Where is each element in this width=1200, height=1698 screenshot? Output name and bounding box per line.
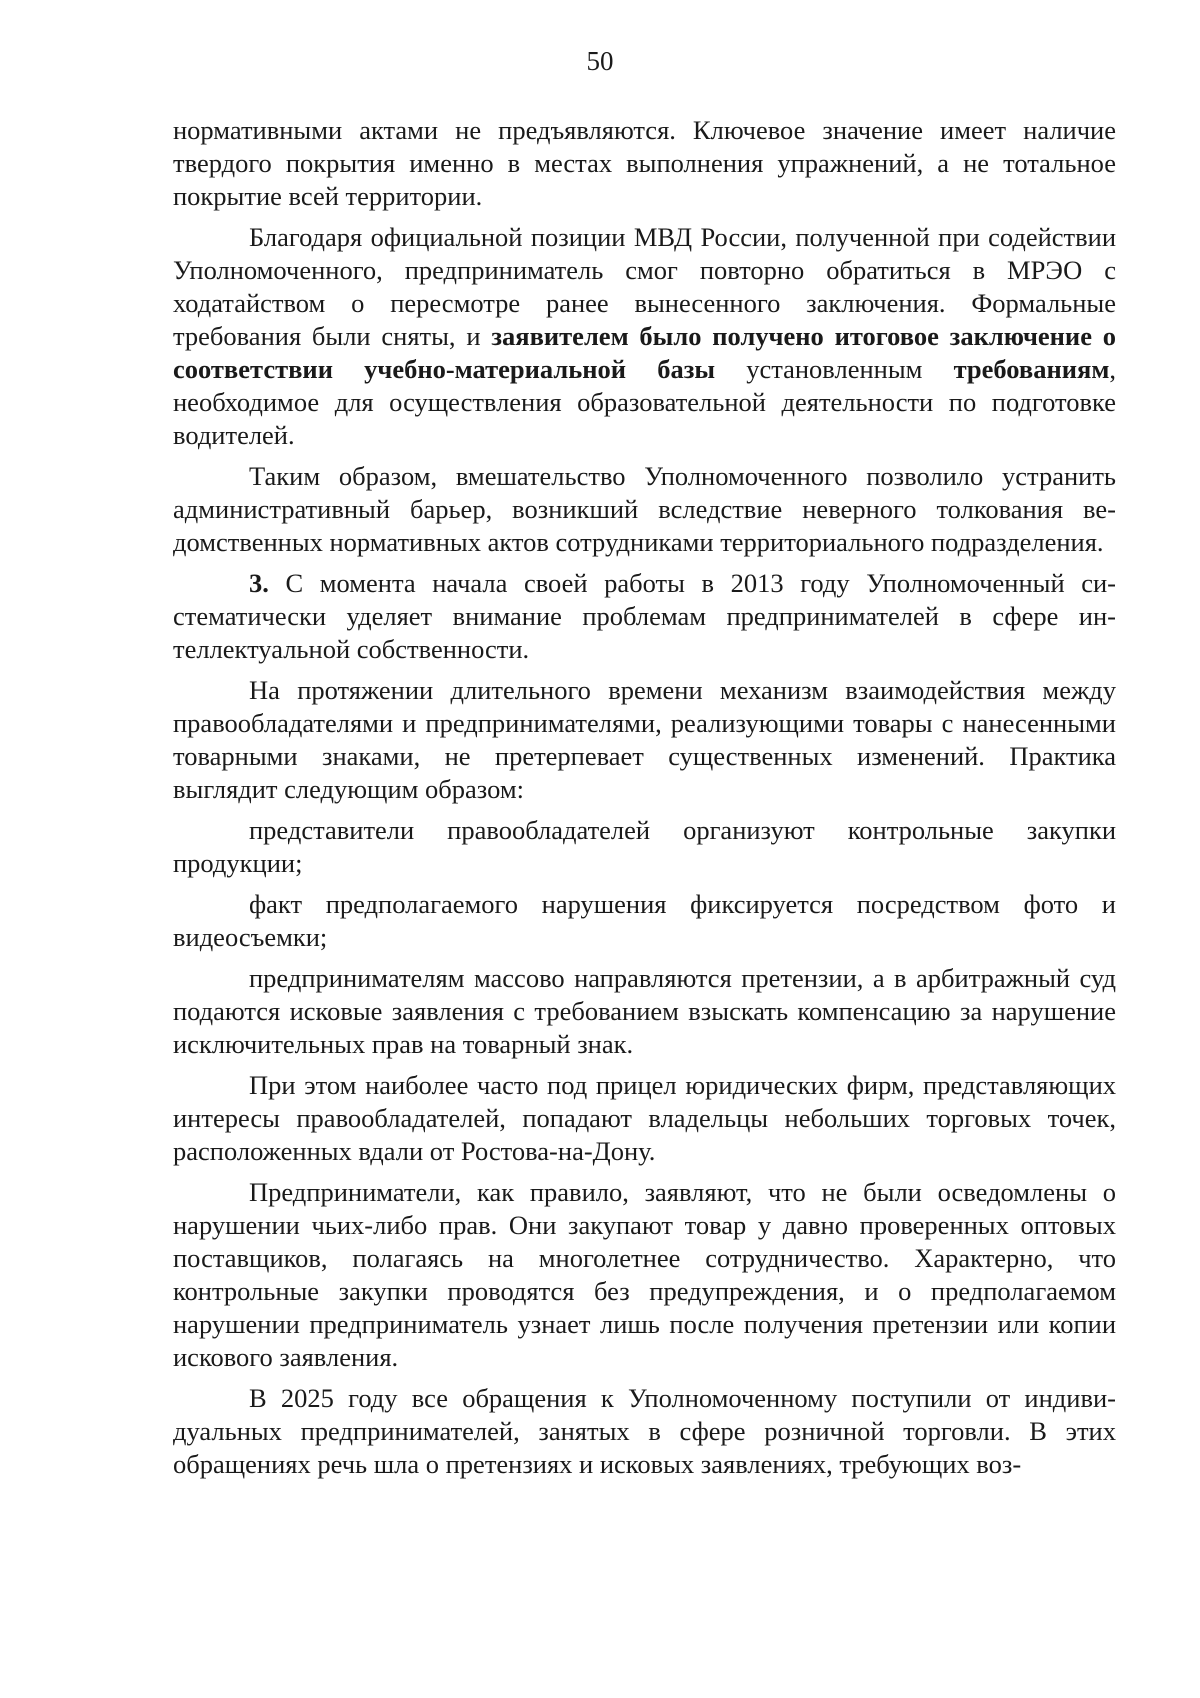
list-item-claims: предпринимателям массово направляются претензии, а в арбитражный суд подаются исковые заявления с требованием взыскать компенсацию за нарушение исключительных прав на товарный знак. [173, 963, 1116, 1059]
paragraph-targets: При этом наиболее часто под прицел юридических фирм, представляющих интересы правообладателей, попадают владельцы небольших торговых точек, расположенных вдали от Ростова-на-Дону. [173, 1070, 1116, 1166]
list-item-recording: факт предполагаемого нарушения фиксируется посредством фото и видеосъемки; [173, 889, 1116, 952]
paragraph-text: установленным [715, 354, 954, 384]
paragraph-entrepreneurs: Предприниматели, как правило, заявляют, что не были осведомлены о нарушении чьих-либо прав. Они закупают товар у давно проверенных оптовых поставщиков, полагаясь на многолетнее сотрудничество. Характерно, что контрольные закупки проводятся без предупреждения, и о предполагаемом нарушении предприниматель узнает лишь после получения претензии или копии искового заявления. [173, 1177, 1116, 1372]
paragraph-text: , необходимое для осуществления образовательной деятельности по подготовке водителей. [173, 354, 1117, 450]
paragraph-section-3 [173, 567, 1116, 666]
paragraph-text: Благодаря официальной позиции МВД России, полученной при содействии Уполномоченного, предприниматель смог повторно обратиться в МРЭО с ходатайством о пересмотре ранее вынесенного заключения. Формальные требования были сняты, и [173, 222, 1116, 351]
list-item-purchases: представители правообладателей организуют контрольные закупки продукции; [173, 815, 1116, 878]
paragraph-continuation: нормативными актами не предъявляются. Ключевое значение имеет наличие твердого покрытия именно в местах выполнения упражнений, а не тотальное покрытие всей территории. [173, 115, 1116, 211]
bold-emphasis: требованиям [953, 354, 1110, 384]
paragraph-mechanism: На протяжении длительного времени механизм взаимодействия между правообладателями и предпринимателями, реализующими товары с нанесенными товарными знаками, не претерпевает существенных изменений. Практика выглядит следующим образом: [173, 675, 1116, 804]
paragraph-2025-appeals: В 2025 году все обращения к Уполномоченному поступили от индивидуальных предпринимателей, занятых в сфере розничной торговли. В этих обращениях речь шла о претензиях и исковых заявлениях, требующих воз- [173, 1383, 1116, 1479]
bold-emphasis: заявителем было получено итоговое заключение о соответствии учебно-материальной базы [173, 321, 1116, 384]
paragraph-intervention-result: Таким образом, вмешательство Уполномоченного позволило устранить административный барьер, возникший вследствие неверного толкования ведомственных нормативных актов сотрудниками территориального подразделения. [173, 461, 1116, 557]
document-body [173, 114, 1116, 1489]
paragraph-text: С момента начала своей работы в 2013 году Уполномоченный систематически уделяет внимание проблемам предпринимателей в сфере интеллектуальной собственности. [173, 568, 1116, 664]
paragraph-mvd-position [173, 221, 1116, 452]
page-number: 50 [586, 46, 614, 76]
section-number: 3. [249, 568, 269, 598]
